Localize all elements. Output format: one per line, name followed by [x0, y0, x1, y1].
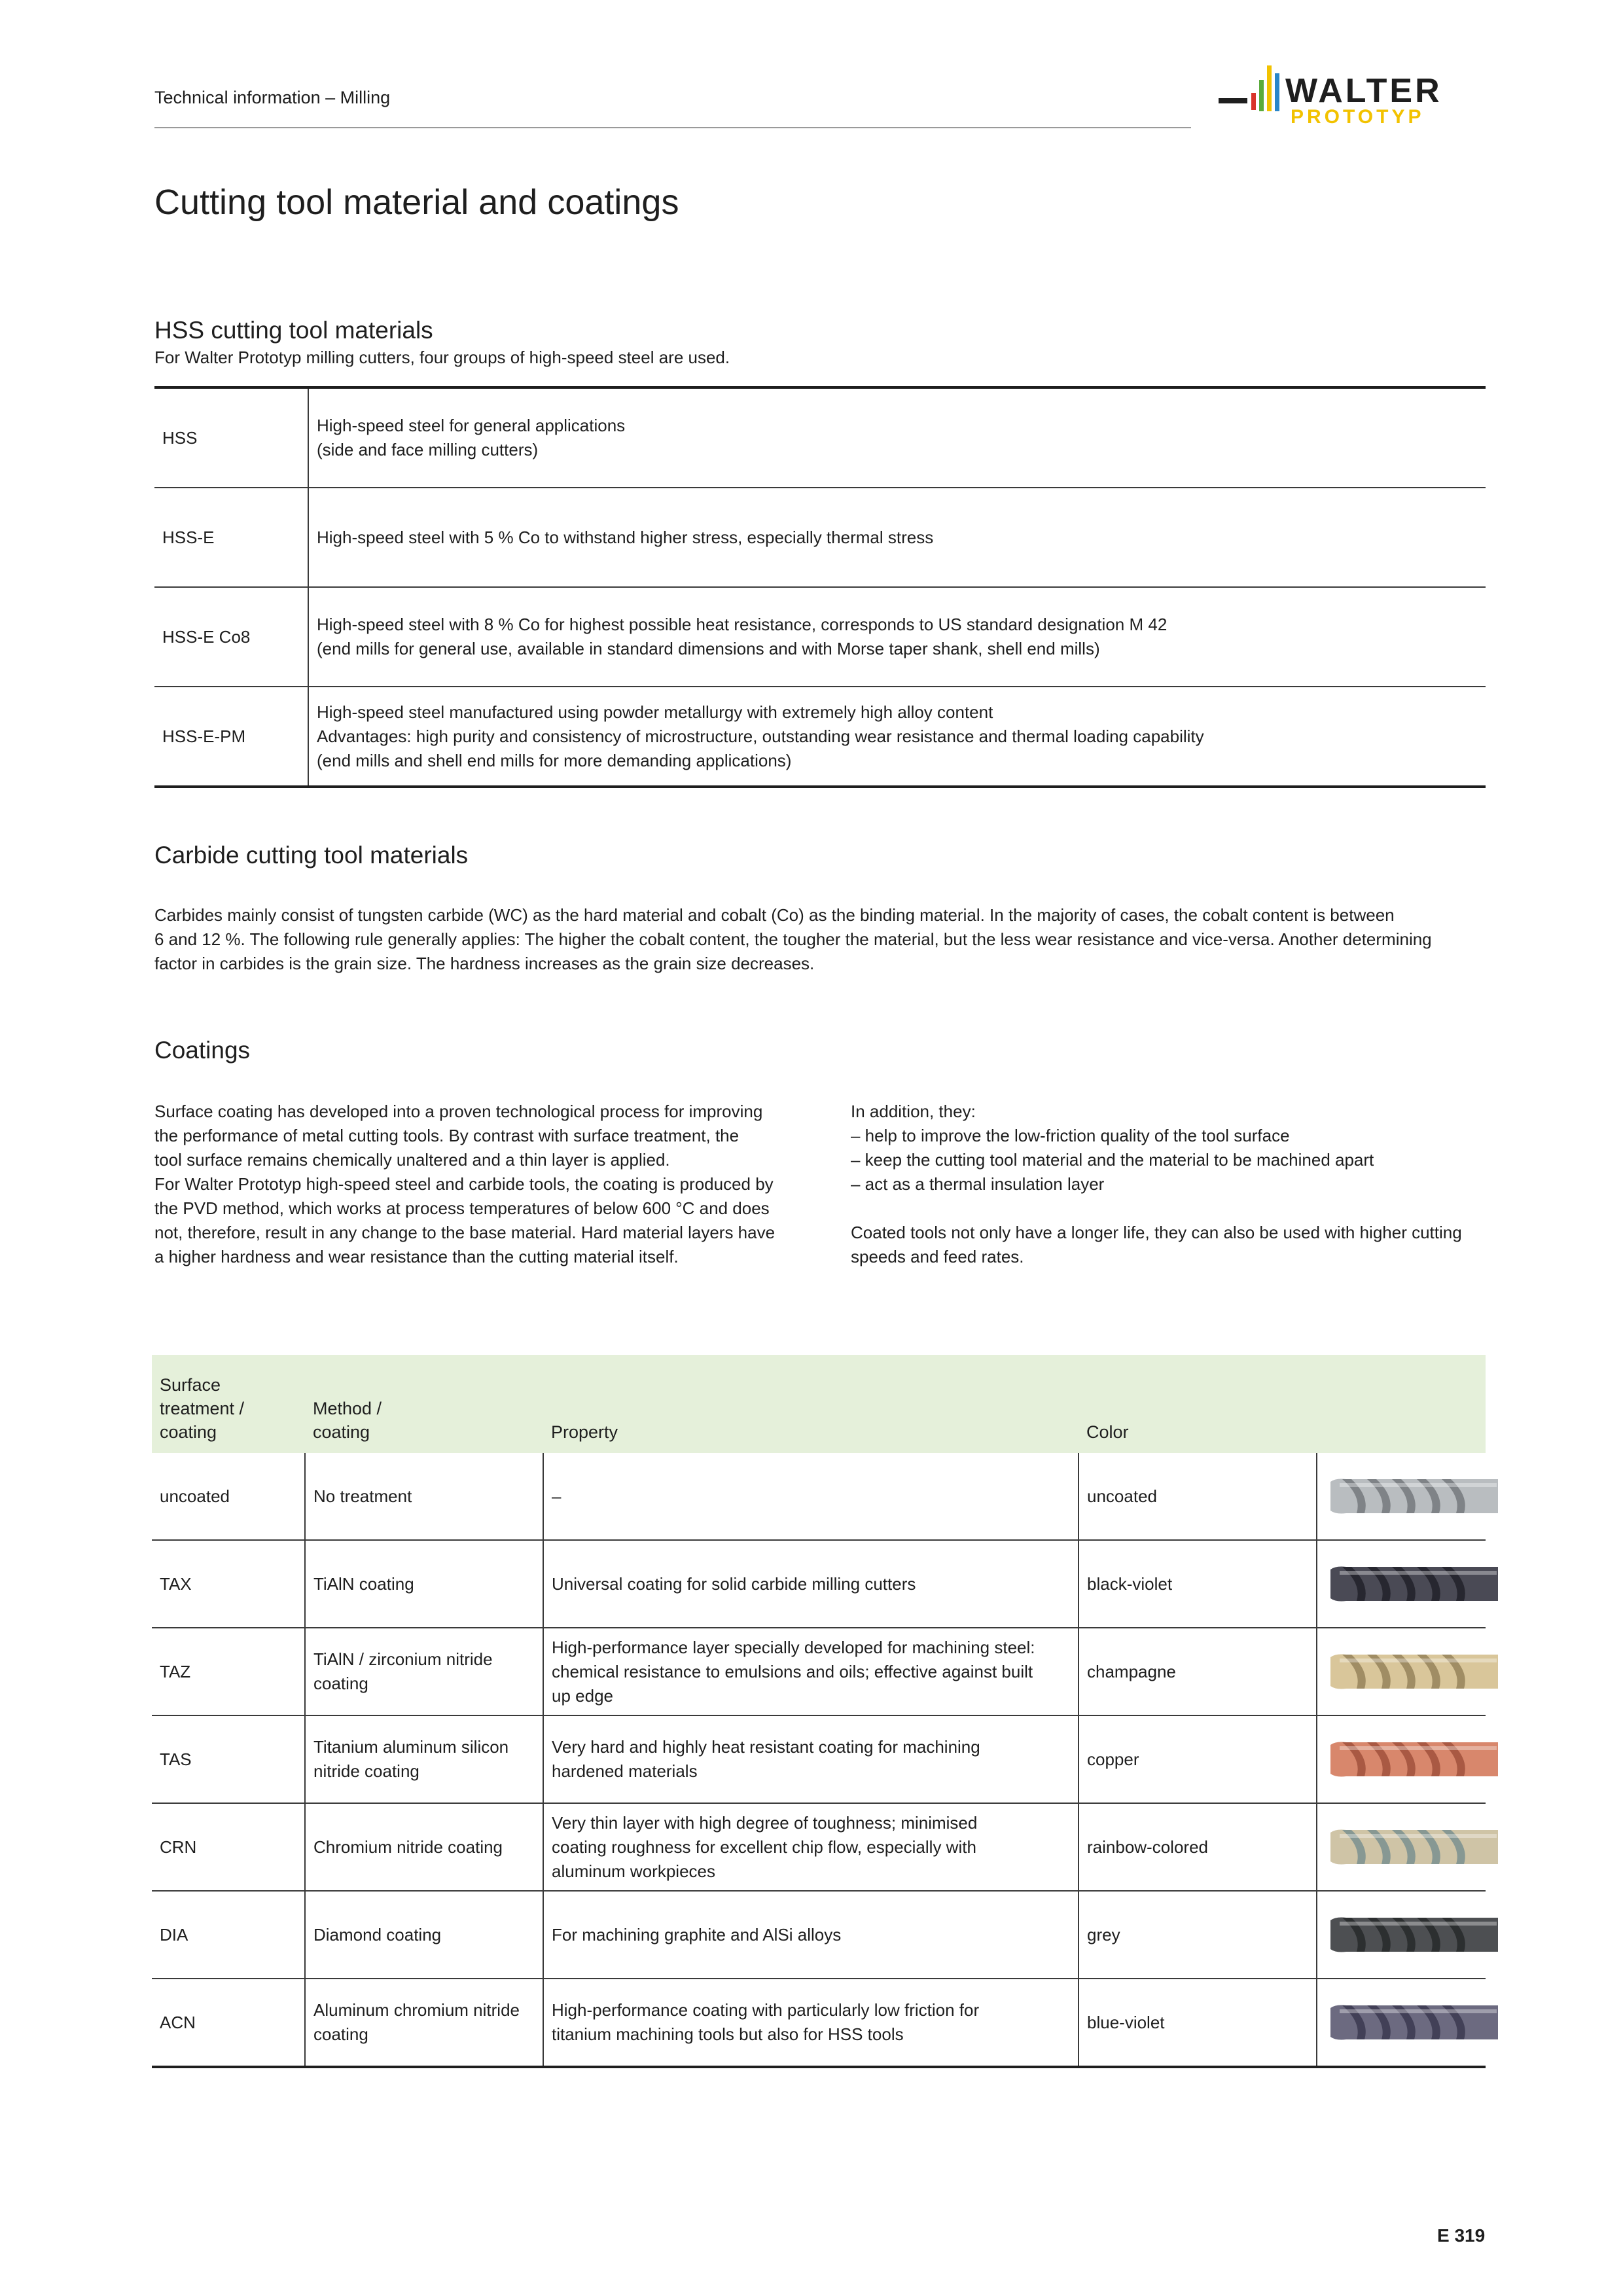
- coating-property: [543, 1628, 1079, 1715]
- logo-bottom-text: PROTOTYP: [1291, 106, 1425, 128]
- header-treatment: [152, 1355, 305, 1453]
- coating-property-line: Very thin layer with high degree of toughness; minimised: [552, 1812, 978, 1833]
- coating-cutter-image: [1317, 1540, 1486, 1628]
- coating-method: [305, 1453, 543, 1540]
- coating-method-line: Titanium aluminum silicon: [313, 1737, 509, 1757]
- coatings-left-line: the PVD method, which works at process temperatures of below 600 °C and does: [154, 1198, 770, 1218]
- coating-cutter-image: [1317, 1453, 1486, 1540]
- coating-property-line: Very hard and highly heat resistant coating for machining: [552, 1737, 980, 1757]
- coating-method: [305, 1803, 543, 1891]
- coating-code: ACN: [152, 1979, 305, 2067]
- coatings-right-line: In addition, they:: [851, 1102, 976, 1121]
- coating-method-line: coating: [313, 1674, 368, 1693]
- header-treatment-line: Surface: [160, 1375, 221, 1395]
- hss-description: [308, 387, 1486, 488]
- coating-color: uncoated: [1079, 1453, 1317, 1540]
- hss-description-line: High-speed steel with 8 % Co for highest possible heat resistance, corresponds to US standard designation M 42: [317, 615, 1168, 634]
- coatings-right-line: [851, 1196, 1492, 1221]
- hss-description-line: High-speed steel for general applications: [317, 416, 626, 435]
- coatings-left-column: [154, 1100, 809, 1269]
- header-section-label: Technical information – Milling: [154, 88, 391, 107]
- coating-property-line: Universal coating for solid carbide milling cutters: [552, 1573, 916, 1594]
- coating-cutter-image: [1317, 1803, 1486, 1891]
- carbide-paragraph: [154, 903, 1489, 976]
- header-divider: [154, 127, 1191, 128]
- coating-property-line: aluminum workpieces: [552, 1861, 715, 1881]
- coating-method-line: nitride coating: [313, 1761, 419, 1781]
- coating-code: CRN: [152, 1803, 305, 1891]
- coating-row: [152, 1453, 1486, 1540]
- coating-property-line: For machining graphite and AlSi alloys: [552, 1924, 842, 1945]
- hss-section-title: HSS cutting tool materials: [154, 317, 433, 344]
- coating-method: [305, 1891, 543, 1979]
- coating-code: DIA: [152, 1891, 305, 1979]
- logo-top-text: WALTER: [1285, 72, 1442, 110]
- coatings-right-line: speeds and feed rates.: [851, 1247, 1024, 1266]
- hss-description-line: (end mills for general use, available in standard dimensions and with Morse taper shank, shell end mills): [317, 639, 1100, 658]
- milling-cutter-icon: [1327, 1995, 1498, 2050]
- header-image: [1317, 1355, 1486, 1453]
- hss-code: HSS-E-PM: [154, 687, 308, 787]
- hss-row: [154, 587, 1486, 687]
- coating-property: [543, 1540, 1079, 1628]
- hss-description: [308, 587, 1486, 687]
- hss-description-line: (end mills and shell end mills for more demanding applications): [317, 750, 792, 770]
- page-number: E 319: [1437, 2225, 1486, 2246]
- hss-materials-table: [154, 386, 1486, 788]
- coating-code: TAX: [152, 1540, 305, 1628]
- coatings-right-line: – keep the cutting tool material and the material to be machined apart: [851, 1150, 1374, 1170]
- carbide-line: Carbides mainly consist of tungsten carbide (WC) as the hard material and cobalt (Co) as the binding material. In the majority of cases, the cobalt content is between: [154, 905, 1395, 925]
- coatings-section-title: Coatings: [154, 1037, 251, 1064]
- carbide-line: 6 and 12 %. The following rule generally applies: The higher the cobalt content, the tougher the material, but the less wear resistance and vice-versa. Another determining: [154, 929, 1432, 949]
- milling-cutter-icon: [1327, 1907, 1498, 1962]
- hss-description-line: Advantages: high purity and consistency of microstructure, outstanding wear resistance and thermal loading capability: [317, 726, 1204, 746]
- coating-method: [305, 1628, 543, 1715]
- hss-code: HSS-E: [154, 488, 308, 587]
- coating-method-line: Chromium nitride coating: [313, 1837, 503, 1857]
- coating-method-line: No treatment: [313, 1486, 412, 1506]
- milling-cutter-icon: [1327, 1732, 1498, 1787]
- milling-cutter-icon: [1327, 1644, 1498, 1699]
- coating-method-line: Diamond coating: [313, 1924, 442, 1945]
- coatings-left-line: For Walter Prototyp high-speed steel and carbide tools, the coating is produced by: [154, 1174, 774, 1194]
- header-treatment-line: treatment /: [160, 1399, 245, 1418]
- page-title: Cutting tool material and coatings: [154, 183, 679, 222]
- coating-row: [152, 1715, 1486, 1803]
- hss-description: [308, 687, 1486, 787]
- coatings-left-line: a higher hardness and wear resistance than the cutting material itself.: [154, 1247, 679, 1266]
- coating-row: [152, 1540, 1486, 1628]
- coating-cutter-image: [1317, 1628, 1486, 1715]
- hss-code: HSS: [154, 387, 308, 488]
- carbide-line: factor in carbides is the grain size. The hardness increases as the grain size decreases.: [154, 954, 815, 973]
- hss-description: [308, 488, 1486, 587]
- carbide-section-title: Carbide cutting tool materials: [154, 842, 469, 869]
- coating-property: [543, 1715, 1079, 1803]
- hss-description-line: (side and face milling cutters): [317, 440, 539, 459]
- coating-property-line: High-performance layer specially developed for machining steel:: [552, 1637, 1035, 1657]
- coatings-left-line: Surface coating has developed into a proven technological process for improving: [154, 1102, 763, 1121]
- coatings-left-line: tool surface remains chemically unaltered and a thin layer is applied.: [154, 1150, 670, 1170]
- coating-code: uncoated: [152, 1453, 305, 1540]
- coating-method: [305, 1540, 543, 1628]
- coatings-right-line: – act as a thermal insulation layer: [851, 1174, 1105, 1194]
- walter-prototyp-logo: [1219, 59, 1493, 131]
- header-treatment-line: coating: [160, 1422, 217, 1442]
- coatings-table: [152, 1355, 1486, 2068]
- coating-method: [305, 1715, 543, 1803]
- header-method: [305, 1355, 543, 1453]
- header-method-line: coating: [313, 1422, 370, 1442]
- coating-color: champagne: [1079, 1628, 1317, 1715]
- coating-color: blue-violet: [1079, 1979, 1317, 2067]
- coating-property-line: up edge: [552, 1685, 613, 1706]
- milling-cutter-icon: [1327, 1820, 1498, 1874]
- coating-property: [543, 1891, 1079, 1979]
- logo-mark-icon: [1219, 59, 1493, 131]
- coating-property: [543, 1803, 1079, 1891]
- hss-description-line: High-speed steel with 5 % Co to withstand higher stress, especially thermal stress: [317, 527, 934, 547]
- coating-color: rainbow-colored: [1079, 1803, 1317, 1891]
- header-property: Property: [543, 1355, 1079, 1453]
- coating-method-line: TiAlN / zirconium nitride: [313, 1649, 493, 1669]
- coating-color: copper: [1079, 1715, 1317, 1803]
- coating-property-line: chemical resistance to emulsions and oils; effective against built: [552, 1661, 1033, 1681]
- coating-color: grey: [1079, 1891, 1317, 1979]
- coatings-left-line: not, therefore, result in any change to the base material. Hard material layers have: [154, 1223, 776, 1242]
- coating-code: TAS: [152, 1715, 305, 1803]
- milling-cutter-icon: [1327, 1469, 1498, 1524]
- coating-method-line: coating: [313, 2024, 368, 2044]
- hss-row: [154, 387, 1486, 488]
- header-color: Color: [1079, 1355, 1317, 1453]
- coating-cutter-image: [1317, 1715, 1486, 1803]
- coating-property-line: –: [552, 1486, 562, 1506]
- coating-property-line: hardened materials: [552, 1761, 698, 1781]
- coating-row: [152, 1979, 1486, 2067]
- coating-property-line: coating roughness for excellent chip flow, especially with: [552, 1837, 976, 1857]
- coating-cutter-image: [1317, 1891, 1486, 1979]
- hss-code: HSS-E Co8: [154, 587, 308, 687]
- coating-row: [152, 1628, 1486, 1715]
- coating-property: [543, 1979, 1079, 2067]
- coating-row: [152, 1803, 1486, 1891]
- coatings-right-column: [851, 1100, 1492, 1269]
- milling-cutter-icon: [1327, 1556, 1498, 1611]
- hss-row: [154, 488, 1486, 587]
- coatings-right-line: – help to improve the low-friction quality of the tool surface: [851, 1126, 1290, 1145]
- coating-property-line: titanium machining tools but also for HSS tools: [552, 2024, 904, 2044]
- header-method-line: Method /: [313, 1399, 382, 1418]
- hss-intro-text: For Walter Prototyp milling cutters, four groups of high-speed steel are used.: [154, 348, 730, 367]
- coating-property: [543, 1453, 1079, 1540]
- coating-method-line: TiAlN coating: [313, 1573, 414, 1594]
- hss-row: [154, 687, 1486, 787]
- hss-description-line: High-speed steel manufactured using powder metallurgy with extremely high alloy content: [317, 702, 993, 722]
- coatings-table-header-row: [152, 1355, 1486, 1453]
- coatings-right-line: Coated tools not only have a longer life, they can also be used with higher cutting: [851, 1223, 1462, 1242]
- coatings-left-line: the performance of metal cutting tools. By contrast with surface treatment, the: [154, 1126, 740, 1145]
- coating-method-line: Aluminum chromium nitride: [313, 2000, 520, 2020]
- coating-row: [152, 1891, 1486, 1979]
- coating-property-line: High-performance coating with particularly low friction for: [552, 2000, 980, 2020]
- coating-color: black-violet: [1079, 1540, 1317, 1628]
- coating-method: [305, 1979, 543, 2067]
- coating-code: TAZ: [152, 1628, 305, 1715]
- coating-cutter-image: [1317, 1979, 1486, 2067]
